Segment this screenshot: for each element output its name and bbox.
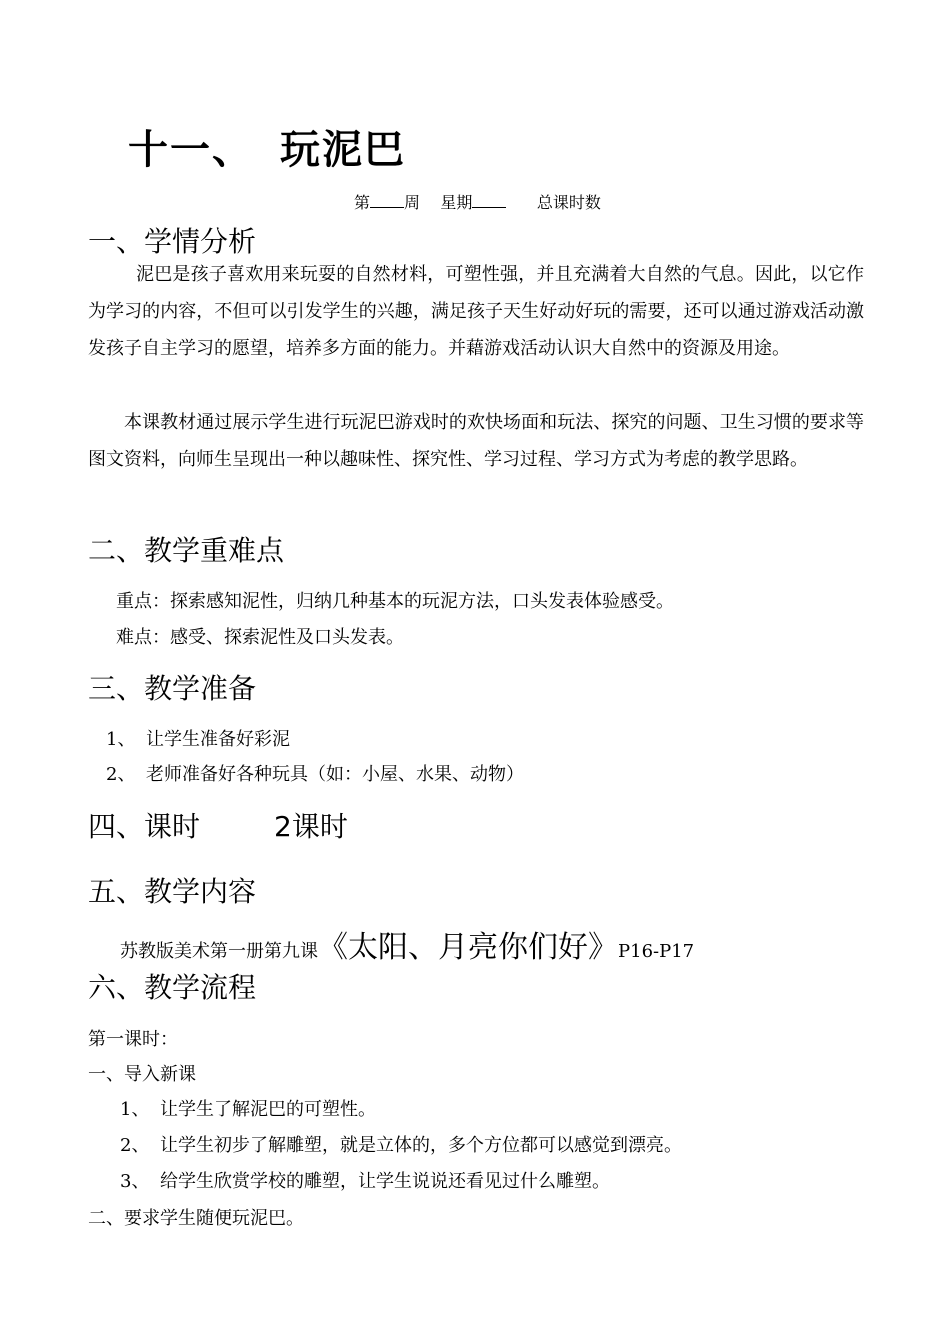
analysis-paragraph-1: 泥巴是孩子喜欢用来玩耍的自然材料，可塑性强，并且充满着大自然的气息。因此，以它作为学习的内容，不但可以引发学生的兴趣，满足孩子天生好动好玩的需要，还可以通过游戏活动激发孩子自主学习的愿望，培养多方面的能力。并藉游戏活动认识大自然中的资源及用途。 <box>88 264 864 359</box>
periods-label: 四、课时 <box>88 810 201 843</box>
heading-analysis: 一、学情分析 <box>88 225 257 258</box>
day-label: 星期 <box>440 193 473 212</box>
prep-item: 2、 老师准备好各种玩具（如：小屋、水果、动物） <box>106 764 524 785</box>
page-title <box>128 118 406 175</box>
title-number: 十一、 <box>128 127 254 173</box>
week-prefix: 第 <box>354 193 371 212</box>
heading-process: 六、教学流程 <box>88 971 257 1004</box>
heading-periods <box>88 805 348 845</box>
periods-value: 2课时 <box>274 810 348 843</box>
week-blank <box>370 191 404 208</box>
heading-preparation: 三、教学准备 <box>88 672 257 705</box>
week-suffix: 周 <box>404 193 421 212</box>
key-point: 重点：探索感知泥性，归纳几种基本的玩泥方法，口头发表体验感受。 <box>116 591 674 612</box>
total-label: 总课时数 <box>536 193 601 212</box>
lesson-prefix: 苏教版美术第一册第九课 <box>120 941 318 962</box>
process-item: 2、 让学生初步了解雕塑，就是立体的，多个方位都可以感觉到漂亮。 <box>120 1135 682 1156</box>
lesson-pages: P16-P17 <box>618 941 695 962</box>
schedule-line <box>354 190 601 213</box>
analysis-paragraph-2: 本课教材通过展示学生进行玩泥巴游戏时的欢快场面和玩法、探究的问题、卫生习惯的要求等图文资料，向师生呈现出一种以趣味性、探究性、学习过程、学习方式为考虑的教学思路。 <box>88 412 864 470</box>
title-name: 玩泥巴 <box>280 127 406 173</box>
period-label: 第一课时： <box>88 1029 178 1050</box>
heading-content: 五、教学内容 <box>88 875 257 908</box>
prep-item: 1、 让学生准备好彩泥 <box>106 729 290 750</box>
difficult-point: 难点：感受、探索泥性及口头发表。 <box>116 627 404 648</box>
process-step-2: 二、要求学生随便玩泥巴。 <box>88 1208 304 1229</box>
process-item: 3、 给学生欣赏学校的雕塑，让学生说说还看见过什么雕塑。 <box>120 1171 610 1192</box>
day-blank <box>472 191 506 208</box>
heading-key-points: 二、教学重难点 <box>88 534 285 567</box>
lesson-title: 《太阳、月亮你们好》 <box>318 930 618 965</box>
process-step-1: 一、导入新课 <box>88 1064 196 1085</box>
process-item: 1、 让学生了解泥巴的可塑性。 <box>120 1099 376 1120</box>
